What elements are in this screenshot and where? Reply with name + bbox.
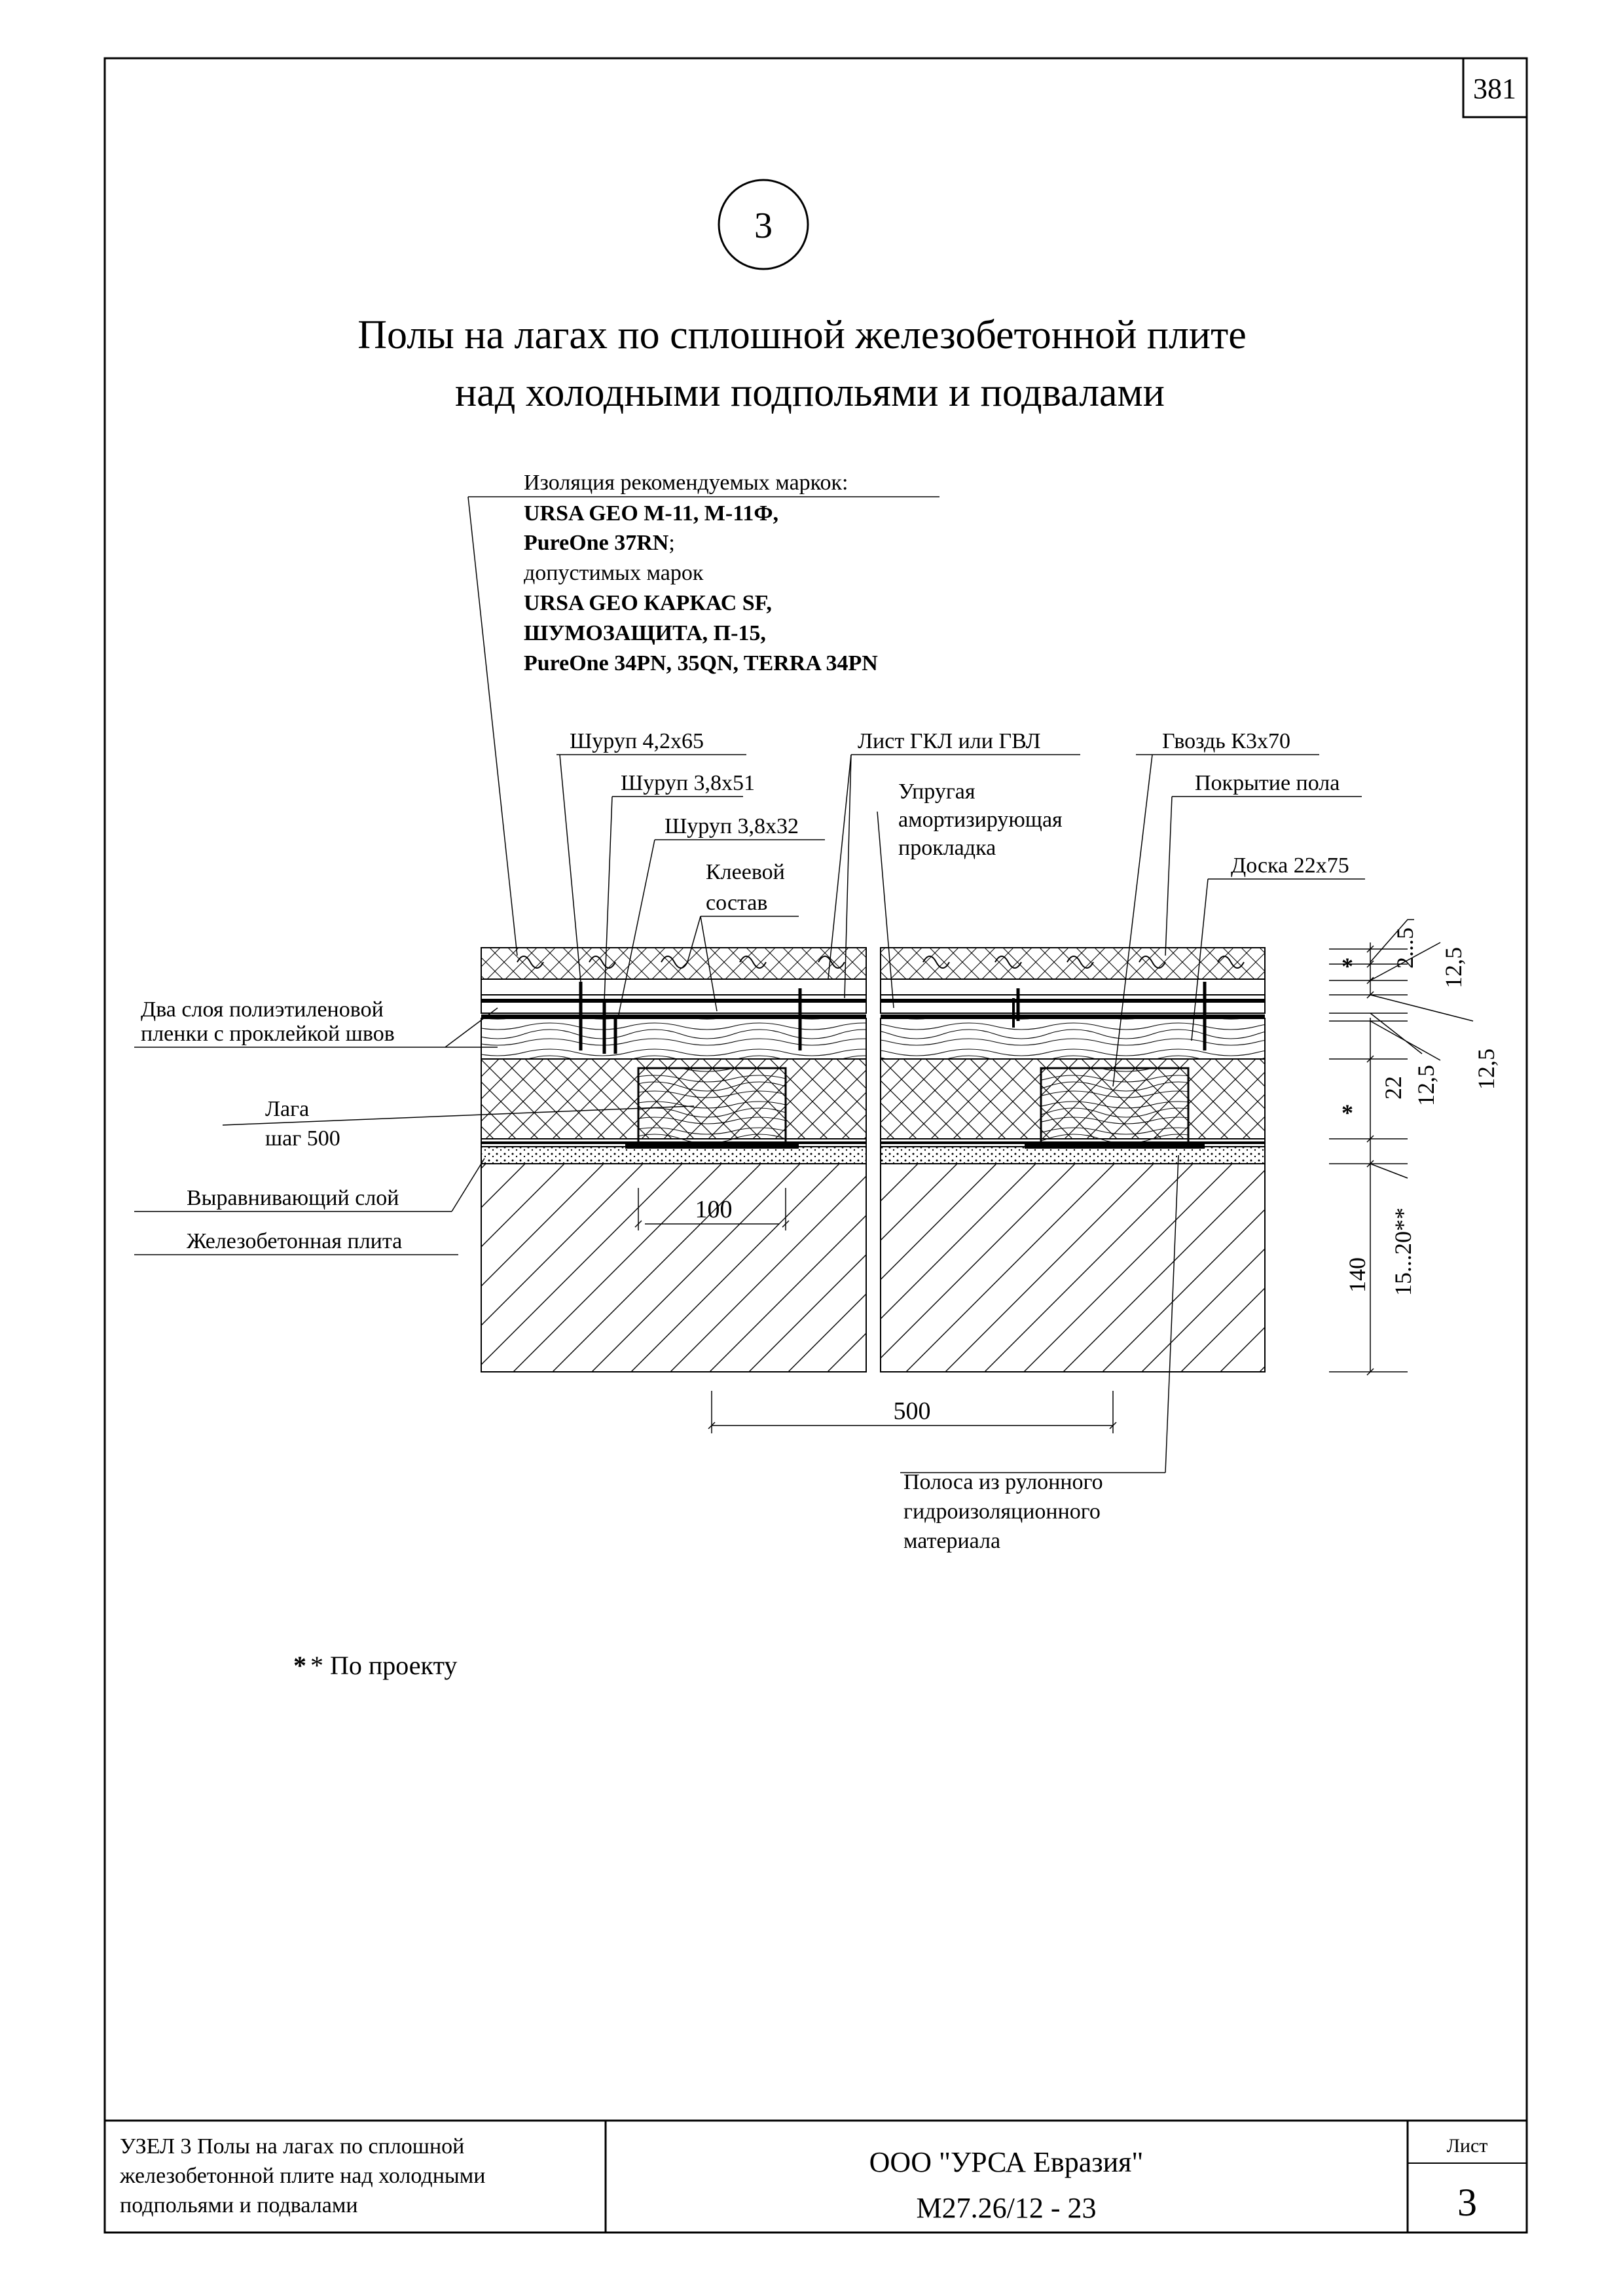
insulation-line1: Изоляция рекомендуемых маркок:	[524, 471, 848, 495]
insulation-line5: URSA GEO КАРКАС SF,	[524, 591, 772, 615]
leveling-layer	[881, 1147, 1265, 1164]
dim-12-5-right: 12,5	[1473, 1049, 1499, 1090]
concrete-slab	[881, 1164, 1265, 1372]
joist	[638, 1068, 786, 1145]
label-floor-covering: Покрытие пола	[1195, 771, 1340, 795]
label-joist-line1: Лага	[265, 1097, 310, 1121]
label-concrete-slab: Железобетонная плита	[187, 1229, 403, 1253]
insulation-spec	[468, 471, 939, 675]
floor-covering-layer	[481, 948, 866, 979]
insulation-line4: допустимых марок	[524, 561, 704, 585]
dim-star-middle: *	[1341, 1100, 1353, 1126]
section-panel-left	[481, 948, 866, 1372]
dim-2-5: 2...5	[1392, 927, 1418, 969]
label-screw-3-8x32: Шуруп 3,8х32	[665, 814, 799, 838]
label-elastic-line3: прокладка	[898, 836, 996, 860]
floor-covering-layer	[881, 948, 1265, 979]
dim-star-top: *	[1341, 953, 1353, 979]
dim-500: 500	[893, 1397, 931, 1425]
concrete-slab	[481, 1164, 866, 1372]
label-screw-4-2x65: Шуруп 4,2х65	[570, 729, 704, 753]
gkl-sheet-layer-2	[481, 995, 866, 1013]
label-film-line2: пленки с проклейкой швов	[141, 1022, 395, 1046]
title-block-company: ООО "УРСА Евразия"	[869, 2146, 1144, 2178]
gkl-sheet-layer-1	[881, 979, 1265, 995]
dim-140: 140	[1344, 1257, 1370, 1293]
label-glue-line1: Клеевой	[706, 860, 785, 884]
label-strip-line1: Полоса из рулонного	[903, 1470, 1103, 1494]
dim-15-20: 15...20**	[1390, 1208, 1416, 1296]
drawing-title-line2: над холодными подпольями и подвалами	[455, 370, 1165, 415]
insulation-line2: URSA GEO M-11, M-11Ф,	[524, 501, 779, 526]
label-strip-line3: материала	[903, 1529, 1001, 1553]
joist	[1041, 1068, 1188, 1145]
label-glue-line2: состав	[706, 891, 768, 915]
gkl-sheet-layer-1	[481, 979, 866, 995]
node-number: 3	[754, 206, 773, 246]
label-screw-3-8x51: Шуруп 3,8х51	[621, 771, 756, 795]
note-star: *	[293, 1651, 306, 1680]
label-gkl-sheet: Лист ГКЛ или ГВЛ	[858, 729, 1041, 753]
dim-22: 22	[1380, 1076, 1406, 1100]
insulation-line3: PureOne 37RN;	[524, 531, 675, 555]
title-block-description-line3: подпольями и подвалами	[120, 2193, 358, 2217]
design-note: * * По проекту	[293, 1651, 458, 1680]
label-joist-line2: шаг 500	[265, 1126, 340, 1151]
dim-12-5-top: 12,5	[1440, 947, 1467, 988]
title-block-description-line1: УЗЕЛ 3 Полы на лагах по сплошной	[120, 2134, 465, 2159]
section-panel-right	[881, 948, 1265, 1372]
floor-section	[481, 948, 1265, 1372]
insulation-line7: PureOne 34PN, 35QN, TERRA 34PN	[524, 651, 878, 675]
label-elastic-line1: Упругая	[898, 780, 976, 804]
title-block-code: М27.26/12 - 23	[916, 2192, 1097, 2224]
title-block-sheet-label: Лист	[1446, 2135, 1488, 2157]
title-block	[105, 2121, 1527, 2233]
insulation-line6: ШУМОЗАЩИТА, П-15,	[524, 621, 766, 645]
dim-100: 100	[695, 1196, 733, 1223]
label-film-line1: Два слоя полиэтиленовой	[141, 997, 384, 1022]
label-strip-line2: гидроизоляционного	[903, 1499, 1101, 1524]
title-block-sheet-number: 3	[1457, 2181, 1477, 2224]
label-board: Доска 22х75	[1231, 853, 1349, 878]
sheet-number-top: 381	[1473, 73, 1516, 105]
drawing-title-line1: Полы на лагах по сплошной железобетонной плите	[357, 313, 1247, 357]
gkl-sheet-layer-2	[881, 995, 1265, 1013]
leveling-layer	[481, 1147, 866, 1164]
title-block-description-line2: железобетонной плите над холодными	[120, 2164, 486, 2188]
label-leveling-layer: Выравнивающий слой	[187, 1186, 399, 1210]
label-elastic-line2: амортизирующая	[898, 808, 1063, 832]
dim-12-5-middle: 12,5	[1413, 1065, 1439, 1106]
board-layer	[481, 1018, 866, 1059]
board-layer	[881, 1018, 1265, 1059]
label-nail: Гвоздь К3х70	[1162, 729, 1290, 753]
